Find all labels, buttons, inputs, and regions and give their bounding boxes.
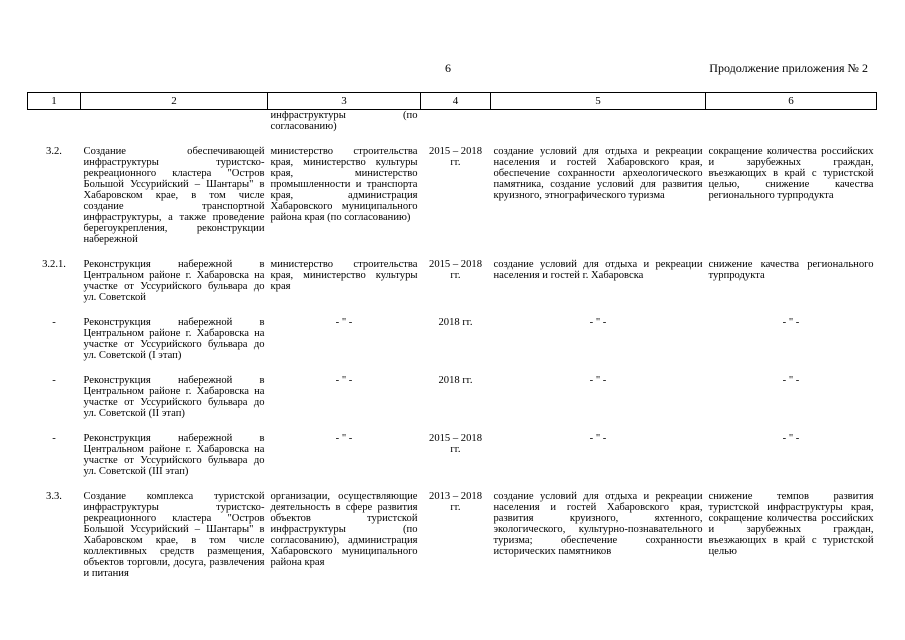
row-name: Создание комплекса туристской инфраструктуры туристско-рекреационного кластера "Остров Большой Уссурийский – Шантары" в Хабаровском крае, в том числе коллективных средств размещения, объектов торговли, досуга, развлечения и питания [83,491,265,579]
row-years: 2013 – 2018 гг. [429,491,482,513]
row-number: 3.3. [46,491,62,502]
column-number: 4 [421,93,491,110]
column-number: 3 [268,93,421,110]
row-number: - [52,317,56,328]
row-consequences: сокращение количества российских и зарубежных граждан, въезжающих в край с туристской целью, снижение качества регионального турпродукта [708,146,874,201]
row-consequences: - " - [782,433,800,444]
row-result: создание условий для отдыха и рекреации населения и гостей Хабаровского края, развития круизного, яхтенного, экологического, культурно-познавательного туризма; обеспечение сохранности исторических памятников [493,491,703,557]
table-row [28,259,877,303]
column-number-row [28,93,877,110]
column-number: 6 [706,93,877,110]
row-number: - [52,433,56,444]
row-number: 3.2.1. [42,259,66,270]
row-result: - " - [589,433,607,444]
row-executors: министерство строительства края, министерство культуры края, министерство промышленности и транспорта края, администрация Хабаровского муниципального района края (по согласованию) [270,146,418,223]
table-row [28,491,877,579]
table-row [28,317,877,361]
row-executors: организации, осуществляющие деятельность в сфере развития объектов туристской инфраструктуры (по согласованию), администрация Хабаровского муниципального района края [270,491,418,568]
carryover-executors: инфраструктуры (по согласованию) [270,110,418,132]
column-number: 1 [28,93,81,110]
row-years: 2015 – 2018 гг. [429,433,482,455]
row-executors: - " - [335,317,353,328]
table-row [28,375,877,419]
row-consequences: снижение качества регионального турпродукта [708,259,874,281]
table-row [28,433,877,477]
row-name: Реконструкция набережной в Центральном районе г. Хабаровска на участке от Уссурийского бульвара до ул. Советской (I этап) [83,317,265,361]
row-name: Создание обеспечивающей инфраструктуры туристско-рекреационного кластера "Остров Большой Уссурийский – Шантары" в Хабаровском крае, в том числе создание транспортной инфраструктуры, а также проведение берегоукрепления, реконструкции набережной [83,146,265,245]
row-years: 2018 гг. [438,375,473,386]
row-consequences: снижение темпов развития туристской инфраструктуры края, сокращение количества российских и зарубежных граждан, въезжающих в край с туристской целью [708,491,874,557]
carryover-row [28,110,877,133]
row-name: Реконструкция набережной в Центральном районе г. Хабаровска на участке от Уссурийского бульвара до ул. Советской [83,259,265,303]
row-consequences: - " - [782,317,800,328]
row-years: 2018 гг. [438,317,473,328]
row-name: Реконструкция набережной в Центральном районе г. Хабаровска на участке от Уссурийского бульвара до ул. Советской (III этап) [83,433,265,477]
row-result: - " - [589,375,607,386]
row-years: 2015 – 2018 гг. [429,259,482,281]
row-number: 3.2. [46,146,62,157]
row-executors: - " - [335,433,353,444]
appendix-table [27,92,877,579]
continuation-header: Продолжение приложения № 2 [709,61,868,75]
row-executors: - " - [335,375,353,386]
column-number: 5 [491,93,706,110]
row-number: - [52,375,56,386]
row-result: - " - [589,317,607,328]
row-name: Реконструкция набережной в Центральном районе г. Хабаровска на участке от Уссурийского бульвара до ул. Советской (II этап) [83,375,265,419]
row-consequences: - " - [782,375,800,386]
row-years: 2015 – 2018 гг. [429,146,482,168]
row-result: создание условий для отдыха и рекреации населения и гостей г. Хабаровска [493,259,703,281]
row-result: создание условий для отдыха и рекреации населения и гостей Хабаровского края, обеспечение сохранности археологического памятника, создание условий для развития круизного, этнографического туризма [493,146,703,201]
page-number: 6 [445,61,451,75]
row-executors: министерство строительства края, министерство культуры края [270,259,418,292]
column-number: 2 [81,93,268,110]
table-row [28,146,877,245]
